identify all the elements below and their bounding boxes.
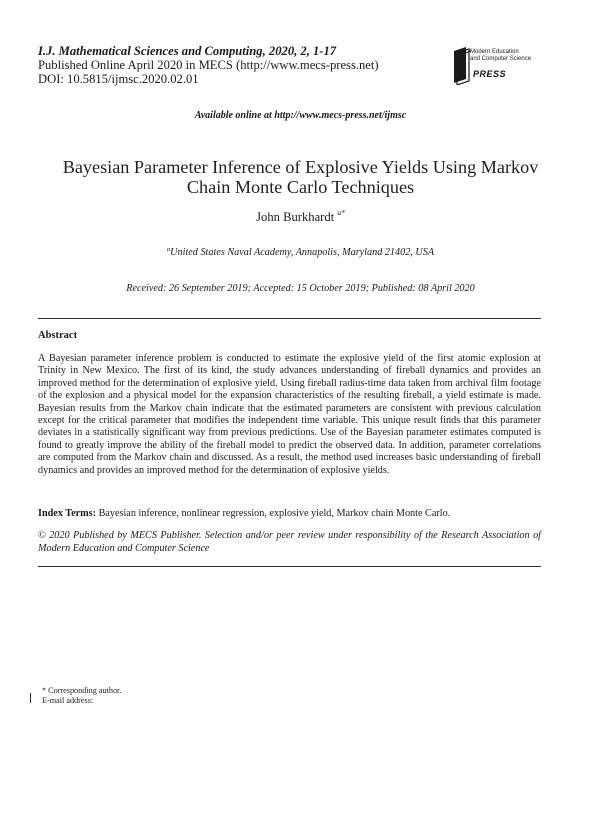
top-divider — [38, 318, 541, 319]
bottom-divider — [38, 566, 541, 567]
journal-title: I.J. Mathematical Sciences and Computing, — [38, 44, 266, 58]
abstract-body: A Bayesian parameter inference problem is conducted to estimate the explosive yield of the first atomic explosion at Trinity in New Mexico. The first of its kind, the study advances understanding of fireball dynamics and provides an improved method for the determination of explosive yield. Using fireball radius-time data taken from archival film footage of the explosion and a physical model for the expansion characteristics of the resulting fireball, a yield estimate is made. Bayesian results from the Markov chain indicate that the estimated parameters are consistent with previous calculation except for the critical parameter that modifies the independent time variable. This unique result finds that this parameter deviates in a statistically significant way from previous predictions. Use of the Bayesian parameter estimates computed is found to greatly improve the ability of the fireball model to predict the observed data. In addition, parameter correlations are computed from the Markov chain and discussed. As a result, the method used increases basic understanding of fireball dynamics and provides an improved method for the determination of explosive yields. — [38, 353, 541, 476]
logo-line-1: Modern Education — [470, 49, 519, 55]
journal-header — [38, 44, 379, 86]
published-online: Published Online April 2020 in MECS (http://www.mecs-press.net) — [38, 58, 379, 72]
author — [0, 208, 601, 225]
paper-title — [40, 157, 561, 197]
doi: DOI: 10.5815/ijmsc.2020.02.01 — [38, 72, 199, 86]
book-stack-icon — [452, 45, 472, 85]
index-terms-label: Index Terms: — [38, 508, 97, 519]
footnote — [42, 686, 121, 706]
copyright-notice: © 2020 Published by MECS Publisher. Selection and/or peer review under responsibility of the Research Association of Modern Education and Computer Science — [38, 530, 541, 554]
index-terms — [38, 508, 541, 519]
abstract-heading: Abstract — [38, 330, 78, 341]
paper-title-line-1: Bayesian Parameter Inference of Explosive Yields Using Markov — [62, 157, 539, 177]
affiliation-text: United States Naval Academy, Annapolis, Maryland 21402, USA — [170, 247, 435, 258]
footnote-marker-bar — [30, 693, 31, 703]
logo-text — [470, 49, 531, 62]
logo-press: PRESS — [473, 69, 507, 79]
footnote-corresponding: * Corresponding author. — [42, 686, 122, 695]
publication-dates: Received: 26 September 2019; Accepted: 15 October 2019; Published: 08 April 2020 — [126, 283, 475, 294]
paper-title-line-2: Chain Monte Carlo Techniques — [186, 177, 415, 197]
affiliation-superscript: a — [166, 246, 171, 253]
affiliation — [0, 246, 601, 258]
journal-volume: 2020, 2, 1-17 — [268, 44, 337, 58]
available-online: Available online at http://www.mecs-press.net/ijmsc — [194, 110, 407, 121]
logo-line-2: and Computer Science — [470, 55, 532, 62]
index-terms-text: Bayesian inference, nonlinear regression, explosive yield, Markov chain Monte Carlo. — [98, 508, 451, 519]
footnote-email: E-mail address: — [42, 696, 94, 705]
journal-title-line — [38, 44, 379, 58]
author-superscript: a* — [337, 208, 345, 217]
author-name: John Burkhardt — [256, 210, 335, 224]
publisher-logo — [452, 43, 552, 87]
